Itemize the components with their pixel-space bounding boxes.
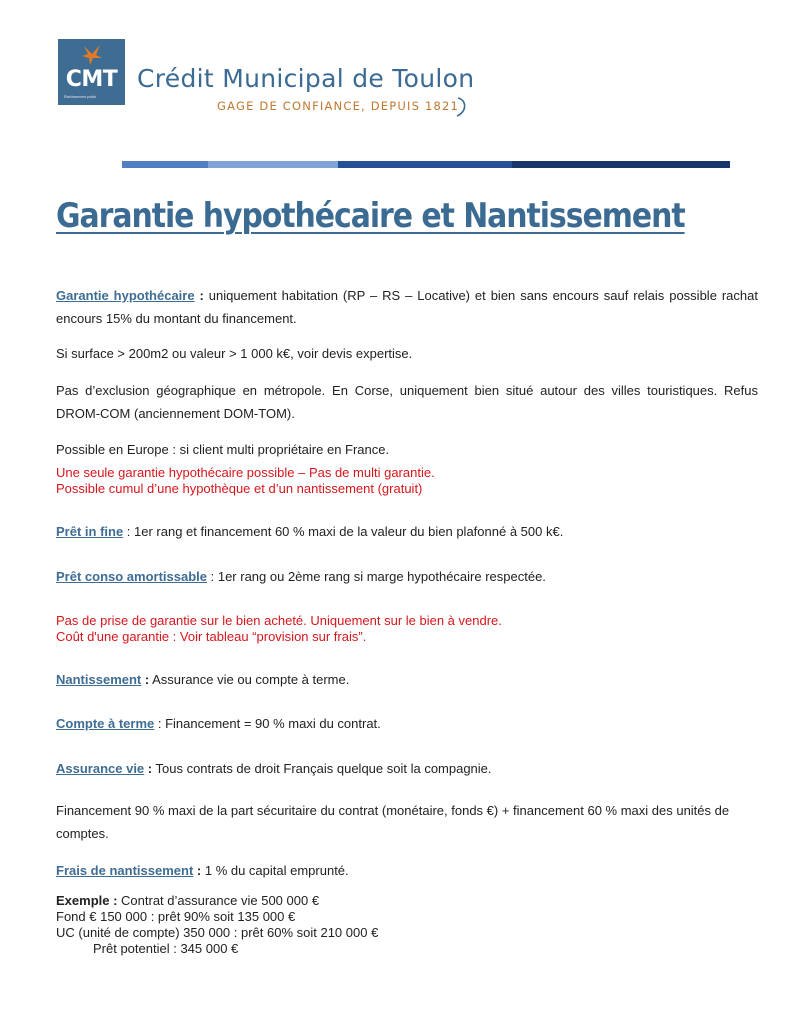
hypo-text: uniquement habitation (RP – RS – Locative) et bien sans encours sauf relais possible rachat encours 15% du montant du financement.: [56, 288, 758, 326]
header-bar-2: [208, 161, 338, 168]
cat-text: : Financement = 90 % maxi du contrat.: [154, 716, 381, 731]
red-note-2-line2: Coût d'une garantie : Voir tableau “provision sur frais”.: [56, 629, 367, 644]
nant-paragraph: [56, 668, 758, 691]
header-bar-4: [512, 161, 730, 168]
hypo-label: Garantie hypothécaire: [56, 288, 195, 303]
infine-label: Prêt in fine: [56, 524, 124, 539]
nant-text: Assurance vie ou compte à terme.: [149, 672, 350, 687]
frais-sep: :: [193, 863, 202, 878]
red-note-2: [56, 613, 758, 645]
hypo-paragraph: [56, 284, 758, 330]
red-note-1-line2: Possible cumul d’une hypothèque et d’un nantissement (gratuit): [56, 481, 423, 496]
logo-text: CMT: [65, 67, 118, 92]
header-bar-1: [122, 161, 208, 168]
frais-paragraph: [56, 859, 758, 882]
exemple-line-1: [56, 893, 758, 909]
infine-paragraph: [56, 520, 758, 543]
cmt-logo: [58, 39, 125, 105]
surface-paragraph: Si surface > 200m2 ou valeur > 1 000 k€, voir devis expertise.: [56, 346, 413, 361]
infine-text: : 1er rang et financement 60 % maxi de la valeur du bien plafonné à 500 k€.: [123, 524, 564, 539]
brand-tagline: GAGE DE CONFIANCE, DEPUIS 1821: [217, 99, 460, 113]
financement-paragraph: Financement 90 % maxi de la part sécuritaire du contrat (monétaire, fonds €) + financement 60 % maxi des unités de comptes.: [56, 803, 730, 841]
logo-small-text: Établissement public: [64, 95, 97, 99]
red-note-1-line1: Une seule garantie hypothécaire possible – Pas de multi garantie.: [56, 465, 435, 480]
geo-paragraph: Pas d’exclusion géographique en métropole. En Corse, uniquement bien situé autour des villes touristiques. Refus DROM-COM (anciennement DOM-TOM).: [56, 383, 758, 421]
swirl-icon: [455, 96, 471, 118]
av-paragraph: [56, 757, 758, 780]
red-note-2-line1: Pas de prise de garantie sur le bien acheté. Uniquement sur le bien à vendre.: [56, 613, 502, 628]
brand-name: Crédit Municipal de Toulon: [137, 64, 475, 93]
av-label: Assurance vie: [56, 761, 145, 776]
exemple-line-1-text: Contrat d’assurance vie 500 000 €: [117, 893, 320, 908]
frais-label: Frais de nantissement: [56, 863, 194, 878]
exemple-block: [56, 893, 758, 957]
conso-text: : 1er rang ou 2ème rang si marge hypothécaire respectée.: [207, 569, 546, 584]
bird-icon: [80, 44, 104, 66]
frais-text: 1 % du capital emprunté.: [201, 863, 349, 878]
exemple-line-2: Fond € 150 000 : prêt 90% soit 135 000 €: [56, 909, 296, 924]
cat-label: Compte à terme: [56, 716, 155, 731]
exemple-line-4: Prêt potentiel : 345 000 €: [93, 941, 239, 956]
exemple-label: Exemple :: [56, 893, 118, 908]
nant-label: Nantissement: [56, 672, 142, 687]
header-bar-3: [338, 161, 512, 168]
conso-label: Prêt conso amortissable: [56, 569, 207, 584]
europe-paragraph: Possible en Europe : si client multi propriétaire en France.: [56, 442, 390, 457]
cat-paragraph: [56, 712, 758, 735]
conso-paragraph: [56, 565, 758, 588]
red-note-1: [56, 465, 758, 497]
hypo-sep: :: [194, 288, 209, 303]
av-sep: :: [144, 761, 153, 776]
page-title: Garantie hypothécaire et Nantissement: [56, 196, 685, 236]
nant-sep: :: [141, 672, 150, 687]
exemple-line-3: UC (unité de compte) 350 000 : prêt 60% soit 210 000 €: [56, 925, 379, 940]
av-text: Tous contrats de droit Français quelque soit la compagnie.: [152, 761, 492, 776]
